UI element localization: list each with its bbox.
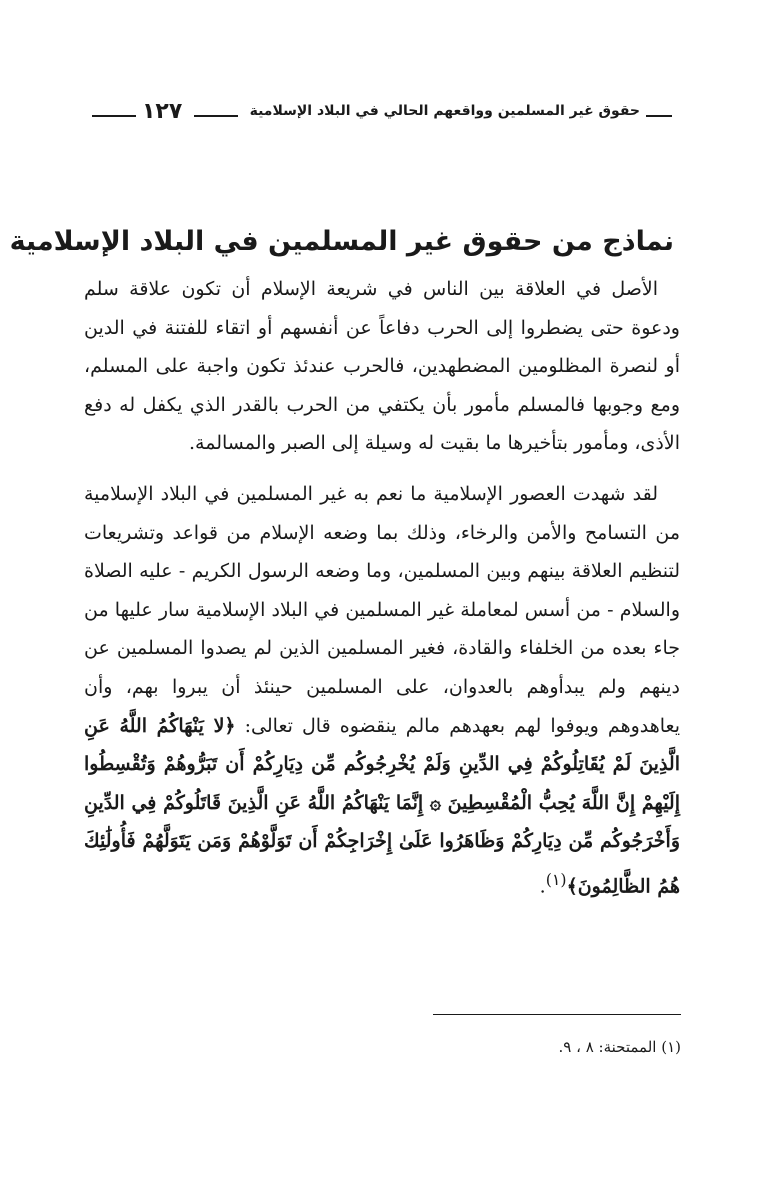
running-header-title: حقوق غير المسلمين وواقعهم الحالي في البلاد الإسلامية (249, 103, 640, 119)
header-rule-left (92, 115, 136, 117)
paragraph-1-text: الأصل في العلاقة بين الناس في شريعة الإسلام أن تكون علاقة سلم ودعوة حتى يضطروا إلى الحرب دفاعاً عن أنفسهم أو اتقاء للفتنة في الدين أو لنصرة المظلومين المضطهدين، فالحرب عندئذ تكون واجبة على المسلم، ومع وجوبها فالمسلم مأمور بأن يكتفي من الحرب بالقدر الذي يكفل له دفع الأذى، ومأمور بتأخيرها ما بقيت له وسيلة إلى الصبر والمسالمة. (84, 278, 680, 455)
header-rule-right (646, 115, 672, 117)
running-header (92, 96, 672, 126)
header-rule-middle (194, 115, 237, 117)
paragraph-2 (84, 475, 680, 906)
footnote: (١) الممتحنة: ٨ ، ٩. (558, 1038, 681, 1056)
body-text (84, 270, 680, 906)
paragraph-2-text: لقد شهدت العصور الإسلامية ما نعم به غير المسلمين في البلاد الإسلامية من التسامح والأمن والرخاء، وذلك بما وضعه الإسلام من قواعد وتشريعات لتنظيم العلاقة بينهم وبين المسلمين، وما وضعه الرسول الكريم - عليه الصلاة والسلام - من أسس لمعاملة غير المسلمين في البلاد الإسلامية سار عليها من جاء بعده من الخلفاء والقادة، فغير المسلمين الذين لم يصدوا المسلمين عن دينهم ولم يبدأوهم بالعدوان، على المسلمين حينئذ أن يبروا بهم، وأن يعاهدوهم ويوفوا لهم بعهدهم مالم ينقضوه قال تعالى: (84, 482, 681, 737)
section-heading: نماذج من حقوق غير المسلمين في البلاد الإسلامية (9, 226, 674, 257)
paragraph-1 (84, 270, 680, 463)
footnote-divider (433, 1014, 681, 1015)
page-number: ١٢٧ (142, 98, 183, 124)
paragraph-2-end: . (539, 875, 546, 898)
footnote-reference: (١) (545, 869, 567, 889)
quran-quote: ﴿لا يَنْهَاكُمُ اللَّهُ عَنِ الَّذِينَ لَمْ يُقَاتِلُوكُمْ فِي الدِّينِ وَلَمْ يُخْرِجُوكُم مِّن دِيَارِكُمْ أَن تَبَرُّوهُمْ وَتُقْسِطُوا إِلَيْهِمْ إِنَّ اللَّهَ يُحِبُّ الْمُقْسِطِينَ ۞ إِنَّمَا يَنْهَاكُمُ اللَّهُ عَنِ الَّذِينَ قَاتَلُوكُمْ فِي الدِّينِ وَأَخْرَجُوكُم مِّن دِيَارِكُمْ وَظَاهَرُوا عَلَىٰ إِخْرَاجِكُمْ أَن تَوَلَّوْهُمْ وَمَن يَتَوَلَّهُمْ فَأُولَٰئِكَ هُمُ الظَّالِمُونَ﴾ (84, 714, 680, 898)
